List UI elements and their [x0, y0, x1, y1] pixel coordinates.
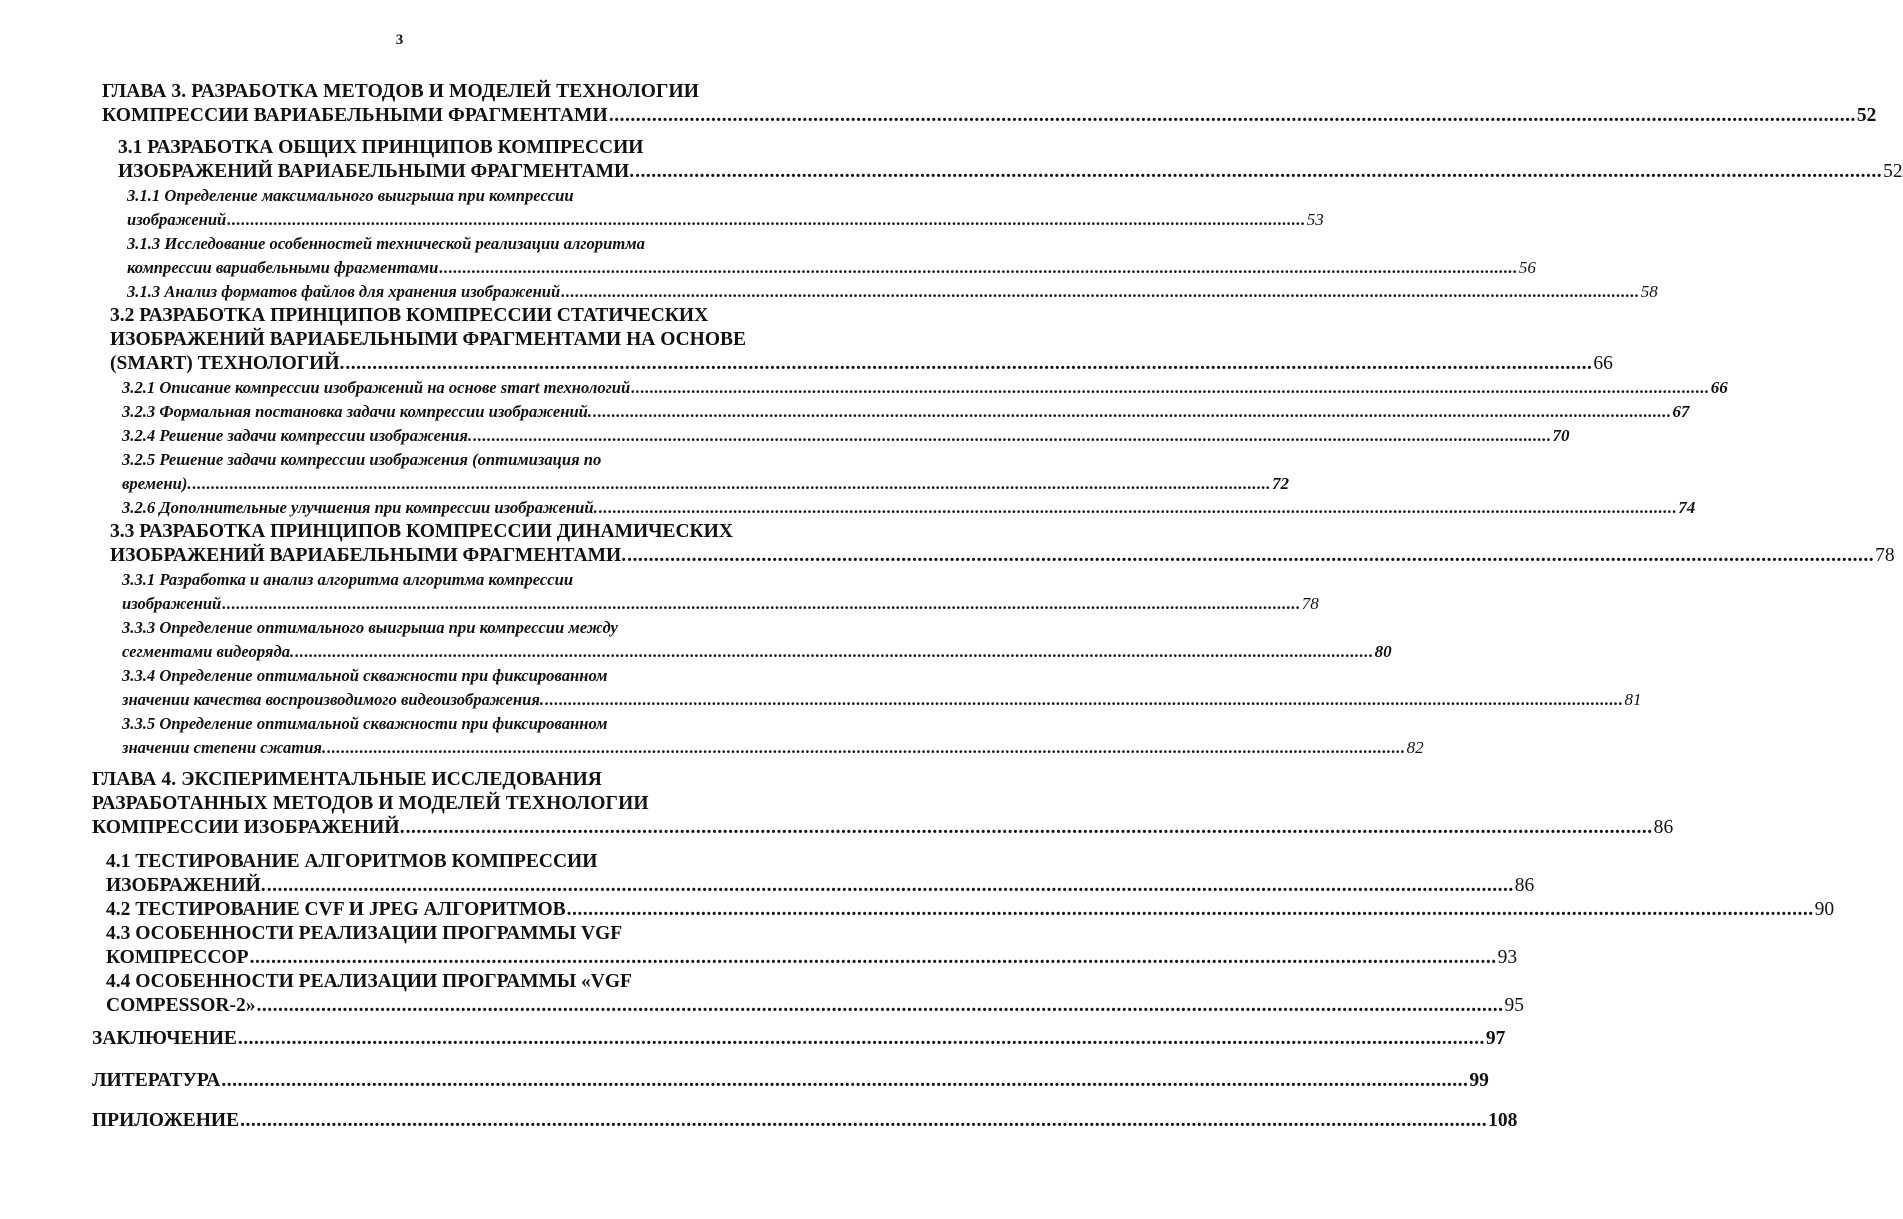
- toc-text: ИЗОБРАЖЕНИЙ ВАРИАБЕЛЬНЫМИ ФРАГМЕНТАМИ.: [110, 545, 627, 566]
- leader-dots: ........................................................................................................................................................................................................................................: [249, 947, 1497, 968]
- leader-dots: ........................................................................................................................................................................................................................................: [405, 817, 1653, 838]
- toc-page-number: 53: [1306, 210, 1324, 229]
- toc-text: 3.3.1 Разработка и анализ алгоритма алгоритма компрессии: [122, 570, 574, 589]
- leader-dots: ........................................................................................................................................................................................................................................: [593, 402, 1672, 421]
- leader-dots: ........................................................................................................................................................................................................................................: [561, 282, 1640, 301]
- toc-text: 3.3.5 Определение оптимальной скважности при фиксированном: [122, 714, 608, 733]
- leader-dots: ........................................................................................................................................................................................................................................: [439, 258, 1518, 277]
- toc-page-number: 90: [1814, 899, 1835, 920]
- toc-page-number: 86: [1514, 875, 1535, 896]
- toc-text: КОМПРЕССОР: [106, 947, 249, 968]
- toc-page-number: 78: [1875, 545, 1895, 566]
- toc-text: 3.2.3 Формальная постановка задачи компрессии изображений.: [122, 402, 593, 421]
- toc-text: 4.4 ОСОБЕННОСТИ РЕАЛИЗАЦИИ ПРОГРАММЫ «VGF: [106, 971, 632, 992]
- toc-page-number: 78: [1301, 594, 1319, 613]
- toc-text: COMPESSOR-2»: [106, 995, 256, 1016]
- toc-text: изображений: [127, 210, 227, 229]
- toc-text: 3.3 РАЗРАБОТКА ПРИНЦИПОВ КОМПРЕССИИ ДИНАМИЧЕСКИХ: [110, 521, 733, 542]
- toc-text: значении качества воспроизводимого видеоизображения.: [122, 690, 545, 709]
- leader-dots: ........................................................................................................................................................................................................................................: [256, 995, 1504, 1016]
- toc-text: ГЛАВА 4. ЭКСПЕРИМЕНТАЛЬНЫЕ ИССЛЕДОВАНИЯ: [92, 769, 602, 790]
- toc-page-number: 82: [1406, 738, 1424, 757]
- toc-page-number: 72: [1271, 474, 1289, 493]
- leader-dots: ........................................................................................................................................................................................................................................: [598, 498, 1678, 517]
- toc-page-number: 70: [1552, 426, 1570, 445]
- toc-text: компрессии вариабельными фрагментами: [127, 258, 439, 277]
- toc-page-number: 80: [1374, 642, 1392, 661]
- leader-dots: ........................................................................................................................................................................................................................................: [635, 161, 1883, 182]
- toc-text: 4.1 ТЕСТИРОВАНИЕ АЛГОРИТМОВ КОМПРЕССИИ: [106, 851, 598, 872]
- toc-text: ПРИЛОЖЕНИЕ: [92, 1110, 240, 1131]
- toc-page-number: 74: [1678, 498, 1696, 517]
- toc-text: ЗАКЛЮЧЕНИЕ: [92, 1028, 237, 1049]
- toc-text: 3.1.3 Исследование особенностей технической реализации алгоритма: [127, 234, 645, 253]
- toc-text: времени).: [122, 474, 192, 493]
- leader-dots: ........................................................................................................................................................................................................................................: [545, 690, 1624, 709]
- toc-page-number: 93: [1497, 947, 1518, 968]
- leader-dots: ........................................................................................................................................................................................................................................: [266, 875, 1514, 896]
- toc-text: значении степени сжатия.: [122, 738, 327, 757]
- toc-page-number: 99: [1469, 1070, 1489, 1091]
- leader-dots: ........................................................................................................................................................................................................................................: [608, 105, 1856, 126]
- leader-dots: ........................................................................................................................................................................................................................................: [240, 1110, 1488, 1131]
- leader-dots: ........................................................................................................................................................................................................................................: [237, 1028, 1485, 1049]
- toc-page-number: 66: [1593, 353, 1613, 374]
- leader-dots: ........................................................................................................................................................................................................................................: [473, 426, 1552, 445]
- toc-text: 3.2.1 Описание компрессии изображений на основе smart технологий: [122, 378, 631, 397]
- leader-dots: ........................................................................................................................................................................................................................................: [295, 642, 1374, 661]
- toc-page-number: 52: [1856, 105, 1877, 126]
- toc-text: 3.2.5 Решение задачи компрессии изображения (оптимизация по: [122, 450, 602, 469]
- toc-text: 3.2 РАЗРАБОТКА ПРИНЦИПОВ КОМПРЕССИИ СТАТИЧЕСКИХ: [110, 305, 709, 326]
- leader-dots: ........................................................................................................................................................................................................................................: [227, 210, 1306, 229]
- toc-page-number: 86: [1653, 817, 1674, 838]
- toc-page-number: 66: [1710, 378, 1728, 397]
- toc-page-number: 67: [1672, 402, 1690, 421]
- leader-dots: ........................................................................................................................................................................................................................................: [192, 474, 1271, 493]
- leader-dots: ........................................................................................................................................................................................................................................: [327, 738, 1406, 757]
- toc-page-number: 56: [1518, 258, 1536, 277]
- toc-text: (SMART) ТЕХНОЛОГИЙ.: [110, 353, 345, 374]
- toc-text: РАЗРАБОТАННЫХ МЕТОДОВ И МОДЕЛЕЙ ТЕХНОЛОГИИ: [92, 793, 649, 814]
- toc-text: 3.3.4 Определение оптимальной скважности при фиксированном: [122, 666, 608, 685]
- toc-text: 3.1 РАЗРАБОТКА ОБЩИХ ПРИНЦИПОВ КОМПРЕССИИ: [118, 137, 644, 158]
- toc-text: 3.3.3 Определение оптимального выигрыша при компрессии между: [122, 618, 618, 637]
- toc-text: КОМПРЕССИИ ВАРИАБЕЛЬНЫМИ ФРАГМЕНТАМИ: [102, 105, 608, 126]
- toc-page-number: 97: [1485, 1028, 1506, 1049]
- toc-text: ИЗОБРАЖЕНИЙ ВАРИАБЕЛЬНЫМИ ФРАГМЕНТАМИ.: [118, 161, 635, 182]
- toc-text: 3.2.6 Дополнительные улучшения при компрессии изображений.: [122, 498, 598, 517]
- leader-dots: ........................................................................................................................................................................................................................................: [631, 378, 1710, 397]
- toc-text: 3.1.1 Определение максимального выигрыша при компрессии: [127, 186, 574, 205]
- toc-text: ГЛАВА 3. РАЗРАБОТКА МЕТОДОВ И МОДЕЛЕЙ ТЕХНОЛОГИИ: [102, 81, 700, 102]
- toc-page-number: 95: [1504, 995, 1525, 1016]
- toc-text: 4.3 ОСОБЕННОСТИ РЕАЛИЗАЦИИ ПРОГРАММЫ VGF: [106, 923, 623, 944]
- leader-dots: ........................................................................................................................................................................................................................................: [627, 545, 1875, 566]
- toc-text: ИЗОБРАЖЕНИЙ ВАРИАБЕЛЬНЫМИ ФРАГМЕНТАМИ НА ОСНОВЕ: [110, 329, 747, 350]
- toc-text: 3.2.4 Решение задачи компрессии изображения.: [122, 426, 473, 445]
- toc-page-number: 81: [1624, 690, 1642, 709]
- leader-dots: ........................................................................................................................................................................................................................................: [222, 594, 1301, 613]
- toc-text: КОМПРЕССИИ ИЗОБРАЖЕНИЙ.: [92, 817, 405, 838]
- leader-dots: ........................................................................................................................................................................................................................................: [566, 899, 1814, 920]
- page-number: 3: [395, 32, 404, 48]
- toc-text: 4.2 ТЕСТИРОВАНИЕ CVF И JPEG АЛГОРИТМОВ: [106, 899, 566, 920]
- toc-text: ЛИТЕРАТУРА: [92, 1070, 221, 1091]
- toc-text: сегментами видеоряда.: [122, 642, 295, 661]
- leader-dots: ........................................................................................................................................................................................................................................: [345, 353, 1593, 374]
- toc-text: изображений: [122, 594, 222, 613]
- leader-dots: ........................................................................................................................................................................................................................................: [221, 1070, 1469, 1091]
- toc-text: 3.1.3 Анализ форматов файлов для хранения изображений: [127, 282, 561, 301]
- toc-text: ИЗОБРАЖЕНИЙ.: [106, 875, 266, 896]
- toc-page-number: 52: [1883, 161, 1903, 182]
- toc-page-number: 108: [1488, 1110, 1518, 1131]
- toc-page-number: 58: [1640, 282, 1658, 301]
